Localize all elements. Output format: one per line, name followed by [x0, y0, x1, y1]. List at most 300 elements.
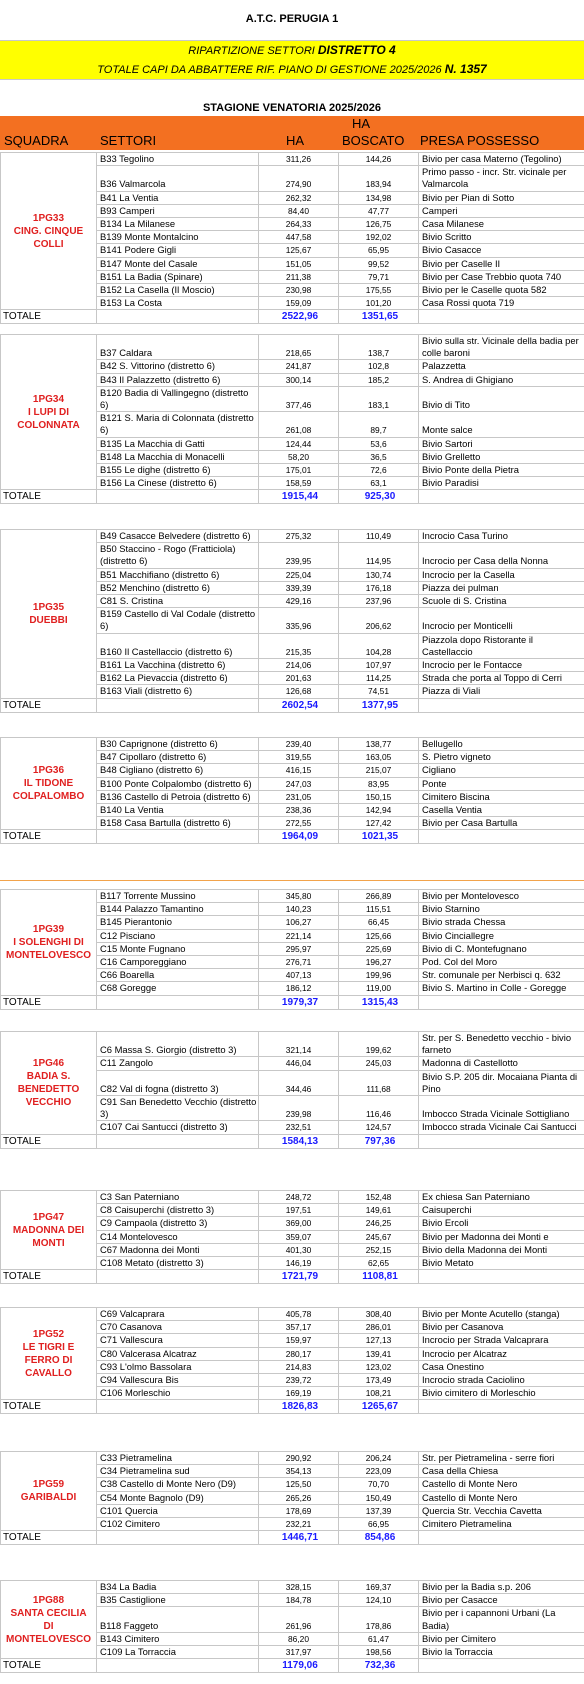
- ha-cell: 239,72: [259, 1374, 339, 1387]
- settore-cell: C102 Cimitero: [97, 1518, 259, 1531]
- total-ha: 1915,44: [259, 490, 339, 504]
- table-row: [1, 1191, 584, 1204]
- boscato-cell: 196,27: [339, 956, 419, 969]
- ha-cell: 369,00: [259, 1217, 339, 1230]
- boscato-cell: 152,48: [339, 1191, 419, 1204]
- presa-possesso-cell: Castello di Monte Nero: [419, 1491, 584, 1504]
- settore-cell: B158 Casa Bartulla (distretto 6): [97, 817, 259, 830]
- boscato-cell: 150,15: [339, 790, 419, 803]
- presa-possesso-cell: Casa Onestino: [419, 1360, 584, 1373]
- boscato-cell: 62,65: [339, 1257, 419, 1270]
- boscato-cell: 66,45: [339, 916, 419, 929]
- total-row: [1, 830, 584, 844]
- section-block: [0, 152, 584, 324]
- boscato-cell: 63,1: [339, 477, 419, 490]
- presa-possesso-cell: S. Andrea di Ghigiano: [419, 373, 584, 386]
- settore-cell: C11 Zangolo: [97, 1057, 259, 1070]
- boscato-cell: 36,5: [339, 450, 419, 463]
- total-empty-cell: [419, 1270, 584, 1284]
- settore-cell: B121 S. Maria di Colonnata (distretto 6): [97, 412, 259, 437]
- presa-possesso-cell: Bellugello: [419, 738, 584, 751]
- section-table: [0, 737, 584, 844]
- presa-possesso-cell: Caisuperchi: [419, 1204, 584, 1217]
- section-block: [0, 529, 584, 713]
- presa-possesso-cell: Bivio Ercoli: [419, 1217, 584, 1230]
- total-empty-cell: [419, 830, 584, 844]
- boscato-cell: 245,03: [339, 1057, 419, 1070]
- total-label: TOTALE: [1, 995, 97, 1009]
- settore-cell: B135 La Macchia di Gatti: [97, 437, 259, 450]
- total-row: [1, 1531, 584, 1545]
- ha-cell: 261,96: [259, 1607, 339, 1632]
- presa-possesso-cell: Bivio Sartori: [419, 437, 584, 450]
- settore-cell: C101 Quercia: [97, 1504, 259, 1517]
- ha-cell: 238,36: [259, 804, 339, 817]
- boscato-cell: 47,77: [339, 204, 419, 217]
- ha-cell: 275,32: [259, 530, 339, 543]
- ha-cell: 274,90: [259, 166, 339, 191]
- boscato-cell: 65,95: [339, 244, 419, 257]
- settore-cell: C16 Camporeggiano: [97, 956, 259, 969]
- presa-possesso-cell: Incrocio per Casa della Nonna: [419, 543, 584, 568]
- settore-cell: B49 Casacce Belvedere (distretto 6): [97, 530, 259, 543]
- boscato-cell: 102,8: [339, 360, 419, 373]
- total-ha: 1721,79: [259, 1270, 339, 1284]
- total-ha: 1446,71: [259, 1531, 339, 1545]
- column-header-settori: SETTORI: [100, 133, 157, 148]
- total-row: [1, 698, 584, 712]
- section-table: [0, 1451, 584, 1545]
- presa-possesso-cell: Imbocco Strada Vicinale Sottigliano: [419, 1096, 584, 1121]
- total-boscato: 1315,43: [339, 995, 419, 1009]
- ha-cell: 295,97: [259, 942, 339, 955]
- total-boscato: 925,30: [339, 490, 419, 504]
- settore-cell: B35 Castiglione: [97, 1594, 259, 1607]
- ha-cell: 175,01: [259, 464, 339, 477]
- ha-cell: 276,71: [259, 956, 339, 969]
- section-block: [0, 1580, 584, 1673]
- ha-cell: 447,58: [259, 231, 339, 244]
- settore-cell: C15 Monte Fugnano: [97, 942, 259, 955]
- ha-cell: 311,26: [259, 153, 339, 166]
- presa-possesso-cell: Bivio per Madonna dei Monti e: [419, 1230, 584, 1243]
- presa-possesso-cell: Bivio Grelletto: [419, 450, 584, 463]
- boscato-cell: 72,6: [339, 464, 419, 477]
- boscato-cell: 150,49: [339, 1491, 419, 1504]
- settore-cell: B118 Faggeto: [97, 1607, 259, 1632]
- ha-cell: 261,08: [259, 412, 339, 437]
- presa-possesso-cell: Madonna di Castellotto: [419, 1057, 584, 1070]
- presa-possesso-cell: Cimitero Pietramelina: [419, 1518, 584, 1531]
- total-row: [1, 1400, 584, 1414]
- presa-possesso-cell: Imbocco strada Vicinale Cai Santucci: [419, 1121, 584, 1134]
- column-header-ha: HA: [286, 133, 305, 148]
- settore-cell: C67 Madonna dei Monti: [97, 1243, 259, 1256]
- boscato-cell: 139,41: [339, 1347, 419, 1360]
- table-row: [1, 1452, 584, 1465]
- section-block: [0, 737, 584, 844]
- boscato-cell: 266,89: [339, 890, 419, 903]
- squadra-name: 1PG59 GARIBALDI: [1, 1452, 97, 1531]
- ha-cell: 359,07: [259, 1230, 339, 1243]
- settore-cell: C69 Valcaprara: [97, 1308, 259, 1321]
- settore-cell: B156 La Cinese (distretto 6): [97, 477, 259, 490]
- boscato-cell: 183,1: [339, 386, 419, 411]
- boscato-cell: 252,15: [339, 1243, 419, 1256]
- column-header-presa: PRESA POSSESSO: [420, 133, 540, 148]
- presa-possesso-cell: Scuole di S. Cristina: [419, 595, 584, 608]
- ha-cell: 218,65: [259, 335, 339, 360]
- settore-cell: B30 Caprignone (distretto 6): [97, 738, 259, 751]
- settore-cell: C71 Vallescura: [97, 1334, 259, 1347]
- ha-cell: 106,27: [259, 916, 339, 929]
- boscato-cell: 114,95: [339, 543, 419, 568]
- presa-possesso-cell: Ex chiesa San Paterniano: [419, 1191, 584, 1204]
- total-label: TOTALE: [1, 490, 97, 504]
- presa-possesso-cell: Castello di Monte Nero: [419, 1478, 584, 1491]
- ha-cell: 146,19: [259, 1257, 339, 1270]
- ha-cell: 344,46: [259, 1070, 339, 1095]
- settore-cell: C93 L'olmo Bassolara: [97, 1360, 259, 1373]
- squadra-name: 1PG46 BADIA S. BENEDETTO VECCHIO: [1, 1032, 97, 1135]
- section-table: [0, 1031, 584, 1149]
- settore-cell: C82 Val di fogna (distretto 3): [97, 1070, 259, 1095]
- total-label: TOTALE: [1, 1400, 97, 1414]
- table-row: [1, 530, 584, 543]
- total-empty-cell: [97, 1270, 259, 1284]
- settore-cell: C14 Montelovesco: [97, 1230, 259, 1243]
- settore-cell: C68 Goregge: [97, 982, 259, 995]
- settore-cell: C66 Boarella: [97, 969, 259, 982]
- presa-possesso-cell: Bivio per Caselle II: [419, 257, 584, 270]
- settore-cell: C34 Pietramelina sud: [97, 1465, 259, 1478]
- ha-cell: 429,16: [259, 595, 339, 608]
- season-title: STAGIONE VENATORIA 2025/2026: [202, 102, 382, 114]
- ha-cell: 215,35: [259, 633, 339, 658]
- table-row: [1, 1581, 584, 1594]
- total-empty-cell: [97, 698, 259, 712]
- ha-cell: 201,63: [259, 672, 339, 685]
- boscato-cell: 169,37: [339, 1581, 419, 1594]
- total-row: [1, 310, 584, 324]
- total-ha: 1826,83: [259, 1400, 339, 1414]
- ha-cell: 339,39: [259, 581, 339, 594]
- total-row: [1, 490, 584, 504]
- total-boscato: 1108,81: [339, 1270, 419, 1284]
- boscato-cell: 108,21: [339, 1387, 419, 1400]
- boscato-cell: 308,40: [339, 1308, 419, 1321]
- boscato-cell: 225,69: [339, 942, 419, 955]
- section-table: [0, 334, 584, 504]
- presa-possesso-cell: Str. comunale per Nerbisci q. 632: [419, 969, 584, 982]
- total-boscato: 854,86: [339, 1531, 419, 1545]
- presa-possesso-cell: Bivio strada Chessa: [419, 916, 584, 929]
- section-table: [0, 152, 584, 324]
- ha-cell: 221,14: [259, 929, 339, 942]
- presa-possesso-cell: Bivio per Montelovesco: [419, 890, 584, 903]
- boscato-cell: 89,7: [339, 412, 419, 437]
- ha-cell: 262,32: [259, 191, 339, 204]
- total-label: TOTALE: [1, 310, 97, 324]
- settore-cell: B52 Menchino (distretto 6): [97, 581, 259, 594]
- settore-cell: C81 S. Cristina: [97, 595, 259, 608]
- presa-possesso-cell: Bivio Cinciallegre: [419, 929, 584, 942]
- total-prefix: TOTALE CAPI DA ABBATTERE RIF. PIANO DI GESTIONE 2025/2026: [97, 64, 442, 76]
- presa-possesso-cell: Strada che porta al Toppo di Cerri: [419, 672, 584, 685]
- total-line: [0, 60, 584, 79]
- ha-cell: 214,06: [259, 659, 339, 672]
- squadra-name: 1PG35 DUEBBI: [1, 530, 97, 699]
- ha-cell: 140,23: [259, 903, 339, 916]
- total-empty-cell: [97, 310, 259, 324]
- ha-cell: 377,46: [259, 386, 339, 411]
- settore-cell: B136 Castello di Petroia (distretto 6): [97, 790, 259, 803]
- presa-possesso-cell: Bivio cimitero di Morleschio: [419, 1387, 584, 1400]
- section-block: [0, 334, 584, 504]
- settore-cell: C3 San Paterniano: [97, 1191, 259, 1204]
- boscato-cell: 185,2: [339, 373, 419, 386]
- column-header-boscato: BOSCATO: [342, 133, 405, 148]
- boscato-cell: 183,94: [339, 166, 419, 191]
- settore-cell: C9 Campaola (distretto 3): [97, 1217, 259, 1230]
- squadra-name: 1PG39 I SOLENGHI DI MONTELOVESCO: [1, 890, 97, 996]
- settore-cell: B42 S. Vittorino (distretto 6): [97, 360, 259, 373]
- ha-cell: 186,12: [259, 982, 339, 995]
- boscato-cell: 125,66: [339, 929, 419, 942]
- presa-possesso-cell: Bivio sulla str. Vicinale della badia per colle baroni: [419, 335, 584, 360]
- settore-cell: B41 La Ventia: [97, 191, 259, 204]
- presa-possesso-cell: Bivio Scritto: [419, 231, 584, 244]
- total-empty-cell: [97, 1531, 259, 1545]
- presa-possesso-cell: Str. per S. Benedetto vecchio - bivio farneto: [419, 1032, 584, 1057]
- settore-cell: B34 La Badia: [97, 1581, 259, 1594]
- section-block: [0, 1451, 584, 1545]
- ha-cell: 401,30: [259, 1243, 339, 1256]
- squadra-name: 1PG47 MADONNA DEI MONTI: [1, 1191, 97, 1270]
- presa-possesso-cell: Incrocio per Alcatraz: [419, 1347, 584, 1360]
- presa-possesso-cell: Bivio della Madonna dei Monti: [419, 1243, 584, 1256]
- settore-cell: B43 Il Palazzetto (distretto 6): [97, 373, 259, 386]
- ha-cell: 159,97: [259, 1334, 339, 1347]
- column-header-squadra: SQUADRA: [4, 133, 69, 148]
- settore-cell: C12 Pisciano: [97, 929, 259, 942]
- presa-possesso-cell: Casa Rossi quota 719: [419, 297, 584, 310]
- ha-cell: 321,14: [259, 1032, 339, 1057]
- ha-cell: 265,26: [259, 1491, 339, 1504]
- presa-possesso-cell: Bivio per Casanova: [419, 1321, 584, 1334]
- boscato-cell: 237,96: [339, 595, 419, 608]
- district-prefix: RIPARTIZIONE SETTORI: [188, 45, 315, 57]
- boscato-cell: 149,61: [339, 1204, 419, 1217]
- ha-cell: 232,21: [259, 1518, 339, 1531]
- total-empty-cell: [419, 995, 584, 1009]
- boscato-cell: 144,26: [339, 153, 419, 166]
- ha-cell: 169,19: [259, 1387, 339, 1400]
- presa-possesso-cell: Bivio Metato: [419, 1257, 584, 1270]
- ha-cell: 178,69: [259, 1504, 339, 1517]
- table-row: [1, 738, 584, 751]
- boscato-cell: 111,68: [339, 1070, 419, 1095]
- ha-cell: 184,78: [259, 1594, 339, 1607]
- ha-cell: 317,97: [259, 1646, 339, 1659]
- squadra-name: 1PG52 LE TIGRI E FERRO DI CAVALLO: [1, 1308, 97, 1400]
- section-table: [0, 529, 584, 713]
- settore-cell: B48 Cigliano (distretto 6): [97, 764, 259, 777]
- settore-cell: C70 Casanova: [97, 1321, 259, 1334]
- column-header-ha-top: HA: [352, 116, 371, 131]
- boscato-cell: 127,13: [339, 1334, 419, 1347]
- settore-cell: B163 Viali (distretto 6): [97, 685, 259, 698]
- boscato-cell: 199,96: [339, 969, 419, 982]
- ha-cell: 319,55: [259, 751, 339, 764]
- settore-cell: B100 Ponte Colpalombo (distretto 6): [97, 777, 259, 790]
- boscato-cell: 99,52: [339, 257, 419, 270]
- ha-cell: 247,03: [259, 777, 339, 790]
- boscato-cell: 206,62: [339, 608, 419, 633]
- presa-possesso-cell: Monte salce: [419, 412, 584, 437]
- settore-cell: C108 Metato (distretto 3): [97, 1257, 259, 1270]
- settore-cell: B143 Cimitero: [97, 1632, 259, 1645]
- presa-possesso-cell: Incrocio per le Fontacce: [419, 659, 584, 672]
- presa-possesso-cell: Cigliano: [419, 764, 584, 777]
- presa-possesso-cell: Piazzola dopo Ristorante il Castellaccio: [419, 633, 584, 658]
- ha-cell: 230,98: [259, 284, 339, 297]
- total-ha: 1964,09: [259, 830, 339, 844]
- total-empty-cell: [97, 490, 259, 504]
- ha-cell: 354,13: [259, 1465, 339, 1478]
- total-label: TOTALE: [1, 1134, 97, 1148]
- presa-possesso-cell: Bivio per Casacce: [419, 1594, 584, 1607]
- total-boscato: 732,36: [339, 1659, 419, 1673]
- ha-cell: 84,40: [259, 204, 339, 217]
- column-header-row: [0, 116, 584, 150]
- settore-cell: B147 Monte del Casale: [97, 257, 259, 270]
- boscato-cell: 124,57: [339, 1121, 419, 1134]
- total-ha: 1584,13: [259, 1134, 339, 1148]
- boscato-cell: 83,95: [339, 777, 419, 790]
- boscato-cell: 223,09: [339, 1465, 419, 1478]
- presa-possesso-cell: Ponte: [419, 777, 584, 790]
- ha-cell: 272,55: [259, 817, 339, 830]
- boscato-cell: 138,77: [339, 738, 419, 751]
- presa-possesso-cell: Primo passo - incr. Str. vicinale per Valmarcola: [419, 166, 584, 191]
- ha-cell: 264,33: [259, 218, 339, 231]
- squadra-name: 1PG34 I LUPI DI COLONNATA: [1, 335, 97, 490]
- ha-cell: 405,78: [259, 1308, 339, 1321]
- settore-cell: C107 Cai Santucci (distretto 3): [97, 1121, 259, 1134]
- ha-cell: 357,17: [259, 1321, 339, 1334]
- presa-possesso-cell: Bivio per casa Materno (Tegolino): [419, 153, 584, 166]
- presa-possesso-cell: Bivio di C. Montefugnano: [419, 942, 584, 955]
- ha-cell: 211,38: [259, 270, 339, 283]
- boscato-cell: 127,42: [339, 817, 419, 830]
- ha-cell: 446,04: [259, 1057, 339, 1070]
- ha-cell: 159,09: [259, 297, 339, 310]
- total-row: [1, 1134, 584, 1148]
- table-row: [1, 890, 584, 903]
- total-label: TOTALE: [1, 1659, 97, 1673]
- section-table: [0, 889, 584, 1010]
- presa-possesso-cell: Bivio per Casa Bartulla: [419, 817, 584, 830]
- ha-cell: 231,05: [259, 790, 339, 803]
- total-empty-cell: [97, 1134, 259, 1148]
- total-row: [1, 995, 584, 1009]
- presa-possesso-cell: Piazza dei pulman: [419, 581, 584, 594]
- section-table: [0, 1190, 584, 1284]
- total-label: TOTALE: [1, 1270, 97, 1284]
- settore-cell: B93 Camperi: [97, 204, 259, 217]
- boscato-cell: 198,56: [339, 1646, 419, 1659]
- settore-cell: B160 Il Castellaccio (distretto 6): [97, 633, 259, 658]
- total-empty-cell: [97, 1400, 259, 1414]
- presa-possesso-cell: Bivio S. Martino in Colle - Goregge: [419, 982, 584, 995]
- settore-cell: B159 Castello di Val Codale (distretto 6): [97, 608, 259, 633]
- boscato-cell: 79,71: [339, 270, 419, 283]
- table-row: [1, 335, 584, 360]
- boscato-cell: 61,47: [339, 1632, 419, 1645]
- boscato-cell: 178,86: [339, 1607, 419, 1632]
- ha-cell: 239,95: [259, 543, 339, 568]
- presa-possesso-cell: Incrocio per Monticelli: [419, 608, 584, 633]
- table-row: [1, 153, 584, 166]
- settore-cell: B151 La Badia (Spinare): [97, 270, 259, 283]
- boscato-cell: 286,01: [339, 1321, 419, 1334]
- squadra-name: 1PG88 SANTA CECILIA DI MONTELOVESCO: [1, 1581, 97, 1659]
- ha-cell: 58,20: [259, 450, 339, 463]
- settore-cell: B33 Tegolino: [97, 153, 259, 166]
- settore-cell: C106 Morleschio: [97, 1387, 259, 1400]
- settore-cell: B139 Monte Montalcino: [97, 231, 259, 244]
- settore-cell: C6 Massa S. Giorgio (distretto 3): [97, 1032, 259, 1057]
- total-ha: 1179,06: [259, 1659, 339, 1673]
- settore-cell: C54 Monte Bagnolo (D9): [97, 1491, 259, 1504]
- settore-cell: B51 Macchifiano (distretto 6): [97, 568, 259, 581]
- presa-possesso-cell: Bivio la Torraccia: [419, 1646, 584, 1659]
- settore-cell: B155 Le dighe (distretto 6): [97, 464, 259, 477]
- boscato-cell: 123,02: [339, 1360, 419, 1373]
- presa-possesso-cell: Incrocio per la Casella: [419, 568, 584, 581]
- settore-cell: B141 Podere Gigli: [97, 244, 259, 257]
- district-name: DISTRETTO 4: [317, 43, 396, 57]
- presa-possesso-cell: Bivio S.P. 205 dir. Mocaiana Pianta di Pino: [419, 1070, 584, 1095]
- total-boscato: 1021,35: [339, 830, 419, 844]
- table-row: [1, 1032, 584, 1057]
- total-label: TOTALE: [1, 698, 97, 712]
- boscato-cell: 206,24: [339, 1452, 419, 1465]
- presa-possesso-cell: Bivio per la Badia s.p. 206: [419, 1581, 584, 1594]
- ha-cell: 239,40: [259, 738, 339, 751]
- ha-cell: 328,15: [259, 1581, 339, 1594]
- presa-possesso-cell: Bivio per Pian di Sotto: [419, 191, 584, 204]
- boscato-cell: 53,6: [339, 437, 419, 450]
- table-row: [1, 1308, 584, 1321]
- boscato-cell: 175,55: [339, 284, 419, 297]
- settore-cell: C94 Vallescura Bis: [97, 1374, 259, 1387]
- settore-cell: B140 La Ventia: [97, 804, 259, 817]
- boscato-cell: 245,67: [339, 1230, 419, 1243]
- settore-cell: C38 Castello di Monte Nero (D9): [97, 1478, 259, 1491]
- total-boscato: 797,36: [339, 1134, 419, 1148]
- settore-cell: B117 Torrente Mussino: [97, 890, 259, 903]
- boscato-cell: 163,05: [339, 751, 419, 764]
- total-boscato: 1351,65: [339, 310, 419, 324]
- settore-cell: B162 La Pievaccia (distretto 6): [97, 672, 259, 685]
- presa-possesso-cell: Casella Ventia: [419, 804, 584, 817]
- presa-possesso-cell: Piazza di Viali: [419, 685, 584, 698]
- settore-cell: B50 Staccino - Rogo (Fratticiola) (distretto 6): [97, 543, 259, 568]
- total-empty-cell: [97, 995, 259, 1009]
- ha-cell: 300,14: [259, 373, 339, 386]
